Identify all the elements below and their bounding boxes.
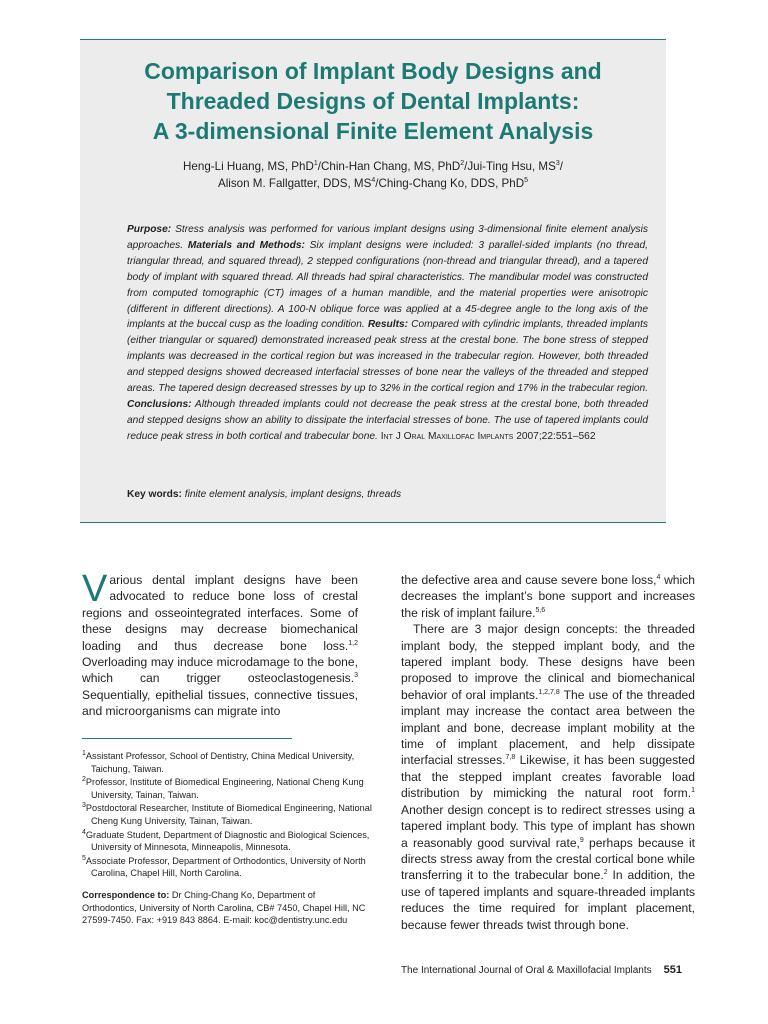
reference-marker: 7,8 [505, 754, 516, 762]
body-text: Sequentially, epithelial tissues, connective tissues, and microorganisms can migrate into [82, 687, 358, 719]
abstract-conclusions: Although threaded implants could not decrease the peak stress at the crestal bone, both threaded and stepped designs show an ability to dissipate the interfacial stresses of bone. The use of tapered implants could reduce peak stress in both cortical and trabecular bone. [127, 398, 648, 442]
abstract-methods-label: Materials and Methods: [187, 239, 305, 251]
reference-marker: 3 [354, 672, 358, 680]
author-name: /Jui-Ting Hsu, MS [464, 160, 556, 173]
footnote [82, 750, 372, 775]
body-column-right [401, 572, 695, 933]
page-footer [401, 963, 682, 978]
body-text: which decreases the implant’s bone support and increases the risk of implant failure. [401, 573, 695, 620]
correspondence-text: Dr Ching-Chang Ko, Department of Orthodontics, University of North Carolina, CB# 7450, Chapel Hill, NC 27599-7450. Fax: +919 843 8864. E-mail: koc@dentistry.unc.edu [82, 889, 366, 926]
reference-marker: 4 [656, 573, 661, 581]
keywords [127, 487, 648, 502]
body-text: There are 3 major design concepts: the threaded implant body, the stepped implant body, and the tapered implant body. These designs have been proposed to improve the clinical and biomechanical behavior of oral implants. [401, 622, 695, 702]
body-text: In addition, the use of tapered implants and square-threaded implants reduces the time required for implant placement, because fewer threads twist through bone. [401, 868, 696, 932]
footnote-text: Professor, Institute of Biomedical Engineering, National Cheng Kung University, Tainan, Taiwan. [85, 777, 364, 800]
article-title [80, 56, 666, 146]
body-text: arious dental implant designs have been advocated to reduce bone loss of crestal regions and osseointegrated interfaces. Some of these designs may decrease biomechanical loading and thus decrease bone loss. [82, 573, 358, 653]
author-list [80, 158, 666, 192]
reference-marker: 1 [691, 787, 695, 795]
reference-marker: 1,2 [348, 639, 358, 647]
footnote-number: 1 [82, 749, 86, 757]
header-bottom-rule [80, 522, 666, 523]
footnote-number: 4 [82, 828, 86, 836]
reference-marker: 5,6 [535, 606, 546, 614]
author-affil: 4 [371, 177, 376, 185]
journal-abbrev: Int J Oral Maxillofac Implants [380, 430, 514, 442]
title-line-2: Threaded Designs of Dental Implants: [166, 88, 580, 114]
footnotes [82, 750, 372, 936]
keywords-label: Key words: [127, 489, 182, 500]
drop-cap: V [82, 568, 108, 610]
abstract-results-label: Results: [367, 319, 409, 331]
title-line-3: A 3-dimensional Finite Element Analysis [152, 118, 594, 144]
author-separator: / [559, 160, 563, 173]
footnote [82, 829, 372, 854]
author-name: Alison M. Fallgatter, DDS, MS [217, 177, 372, 190]
body-text: Overloading may induce microdamage to the bone, which can trigger osteoclastogenesis. [82, 655, 358, 686]
abstract-methods: Six implant designs were included: 3 parallel-sided implants (no thread, triangular thread, and squared thread), 2 stepped configurations (non-thread and triangular thread), and a tapered body of implant with squared thread. All threads had spiral characteristics. The mandibular model was constructed from computed tomographic (CT) images of a human mandible, and the material properties were anisotropic (different in different directions). A 100-N oblique force was applied at a 45-degree angle to the long axis of the implants at the buccal cusp as the loading condition. [127, 239, 648, 331]
reference-marker: 1,2,7,8 [538, 688, 560, 696]
body-paragraph [401, 572, 695, 621]
abstract-results: Compared with cylindric implants, threaded implants (either triangular or squared) demonstrated increased peak stress at the crestal bone. The bone stress of stepped implants was decreased in the cortical region but was increased in the trabecular region. However, both threaded and stepped designs showed decreased interfacial stresses of bone near the valleys of the threaded and stepped areas. The tapered design decreased stresses by up to 32% in the cortical region and 17% in the trabecular region. [127, 319, 649, 395]
abstract [127, 222, 648, 445]
author-line-2 [80, 175, 666, 192]
body-text: perhaps because it directs stress away from the crestal cortical bone while transferring it to the trabecular bone. [401, 835, 695, 883]
body-text: Likewise, it has been suggested that the stepped implant creates favorable load distribution by mimicking the natural root form. [401, 753, 695, 801]
footnote-text: Graduate Student, Department of Diagnostic and Biological Sciences, University of Minnesota, Minneapolis, Minnesota. [85, 829, 370, 853]
footnote-number: 2 [82, 776, 86, 784]
author-name: /Chin-Han Chang, MS, PhD [317, 160, 461, 173]
author-affil: 2 [460, 160, 465, 168]
body-text: the defective area and cause severe bone loss, [401, 573, 657, 587]
author-name: Heng-Li Huang, MS, PhD [183, 160, 314, 173]
reference-marker: 9 [579, 836, 584, 844]
author-affil: 5 [524, 177, 528, 185]
correspondence [82, 889, 372, 927]
citation-volume: 2007;22:551–562 [516, 430, 596, 442]
footnote-number: 5 [82, 854, 86, 862]
author-affil: 3 [555, 160, 560, 168]
top-rule [80, 39, 666, 40]
abstract-purpose: Stress analysis was performed for various implant designs using 3-dimensional finite element analysis approaches. [127, 224, 648, 251]
correspondence-label: Correspondence to: [82, 889, 170, 900]
footnote-rule [82, 738, 292, 739]
body-paragraph [401, 621, 695, 933]
abstract-purpose-label: Purpose: [127, 224, 172, 235]
author-name: /Ching-Chang Ko, DDS, PhD [375, 177, 525, 190]
author-affil: 1 [313, 160, 318, 168]
body-text: Another design concept is to redirect stresses using a tapered implant body. This type of implant has shown a reasonably good survival rate, [401, 802, 695, 850]
footnote-text: Associate Professor, Department of Orthodontics, University of North Carolina, Chapel Hill, North Carolina. [85, 855, 366, 879]
author-line-1 [80, 158, 666, 175]
body-column-left [82, 568, 358, 720]
footer-journal: The International Journal of Oral & Maxillofacial Implants [400, 965, 652, 976]
keywords-text: finite element analysis, implant designs, threads [184, 489, 402, 500]
body-text: The use of the threaded implant may increase the contact area between the implant and bone, decrease implant mobility at the time of implant placement, and help dissipate interfacial stresses. [401, 687, 695, 768]
footnote [82, 802, 372, 827]
title-line-1: Comparison of Implant Body Designs and [144, 58, 602, 84]
footnote [82, 776, 372, 801]
reference-marker: 2 [603, 869, 608, 877]
abstract-citation [381, 431, 596, 442]
footnote-number: 3 [82, 802, 86, 810]
abstract-conclusions-label: Conclusions: [127, 398, 192, 410]
footnote-text: Assistant Professor, School of Dentistry, China Medical University, Taichung, Taiwan. [85, 751, 355, 774]
body-paragraph [82, 568, 358, 720]
page-number: 551 [663, 964, 682, 976]
footnote [82, 855, 372, 880]
footnote-text: Postdoctoral Researcher, Institute of Biomedical Engineering, National Cheng Kung University, Tainan, Taiwan. [85, 803, 372, 826]
